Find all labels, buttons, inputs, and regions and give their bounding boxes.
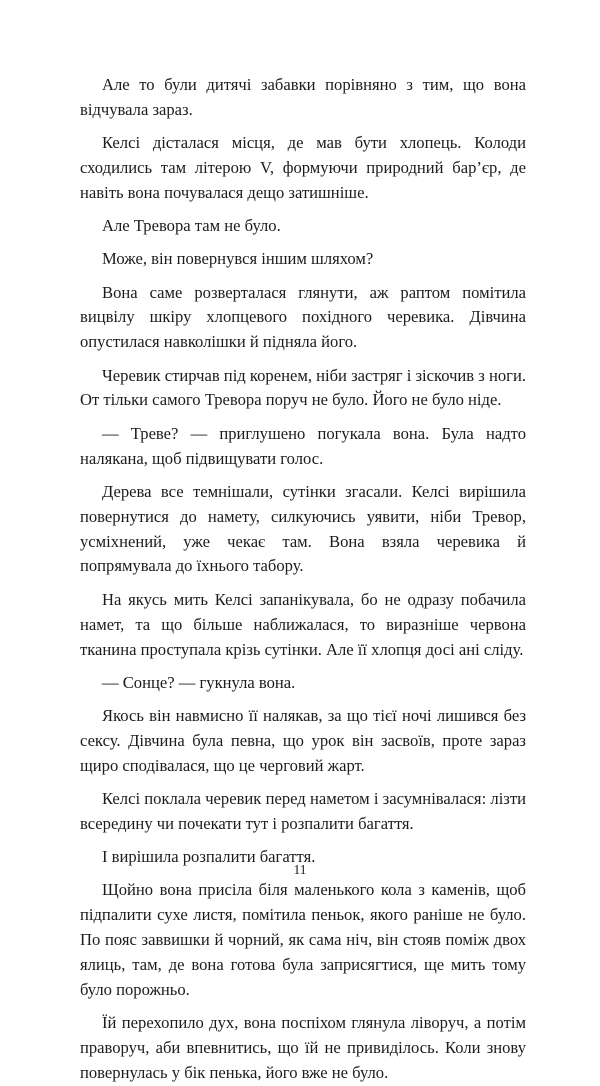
paragraph: Якось він навмисно її налякав, за що тієї ночі лишився без сексу. Дівчина була певна, що урок він засвоїв, проте зараз щиро сподівалася, що це черговий жарт.: [80, 705, 526, 775]
paragraph: На якусь мить Келсі запанікувала, бо не одразу побачила намет, та що більше наближалася, то виразніше червона тканина проступала крізь сутінки. Але її хлопця досі ані сліду.: [80, 589, 526, 659]
paragraph: Келсі поклала черевик перед наметом і засумнівалася: лізти всередину чи почекати тут і розпалити багаття.: [80, 788, 526, 833]
paragraph: — Треве? — приглушено погукала вона. Була надто налякана, щоб підвищувати голос.: [80, 423, 526, 468]
paragraph: Вона саме розверталася глянути, аж раптом помітила вицвілу шкіру хлопцевого похідного черевика. Дівчина опустилася навколішки й підняла його.: [80, 282, 526, 352]
paragraph: — Сонце? — гукнула вона.: [102, 672, 296, 692]
body-text: [80, 73, 526, 1086]
paragraph: Щойно вона присіла біля маленького кола з каменів, щоб підпалити сухе листя, помітила пеньок, якого раніше не було. По пояс заввишки й чорний, як сама ніч, він стояв поміж двох ялиць, там, де вона готова була заприсягтися, ще мить тому було порожньо.: [80, 880, 526, 999]
paragraph: Дерева все темнішали, сутінки згасали. Келсі вирішила повернутися до намету, силкуючись уявити, ніби Тревор, усміхнений, уже чекає там. Вона взяла черевика й попрямувала до їхнього табору.: [80, 481, 526, 576]
paragraph: Але Тревора там не було.: [102, 216, 281, 236]
page-number: 11: [293, 862, 307, 877]
paragraph: Може, він повернувся іншим шляхом?: [102, 249, 374, 269]
paragraph: І вирішила розпалити багаття.: [102, 847, 316, 867]
paragraph: Але то були дитячі забавки порівняно з тим, що вона відчувала зараз.: [80, 75, 526, 119]
paragraph: Келсі дісталася місця, де мав бути хлопець. Колоди сходились там літерою V, формуючи природний бар’єр, де навіть вона почувалася дещо затишніше.: [80, 133, 526, 202]
paragraph: Їй перехопило дух, вона поспіхом глянула ліворуч, а потім праворуч, аби впевнитись, що їй не привиділось. Коли знову повернулась у бік пенька, його вже не було.: [80, 1013, 526, 1082]
paragraph: Черевик стирчав під коренем, ніби застряг і зіскочив з ноги. От тільки самого Тревора поруч не було. Його не було ніде.: [80, 365, 526, 410]
